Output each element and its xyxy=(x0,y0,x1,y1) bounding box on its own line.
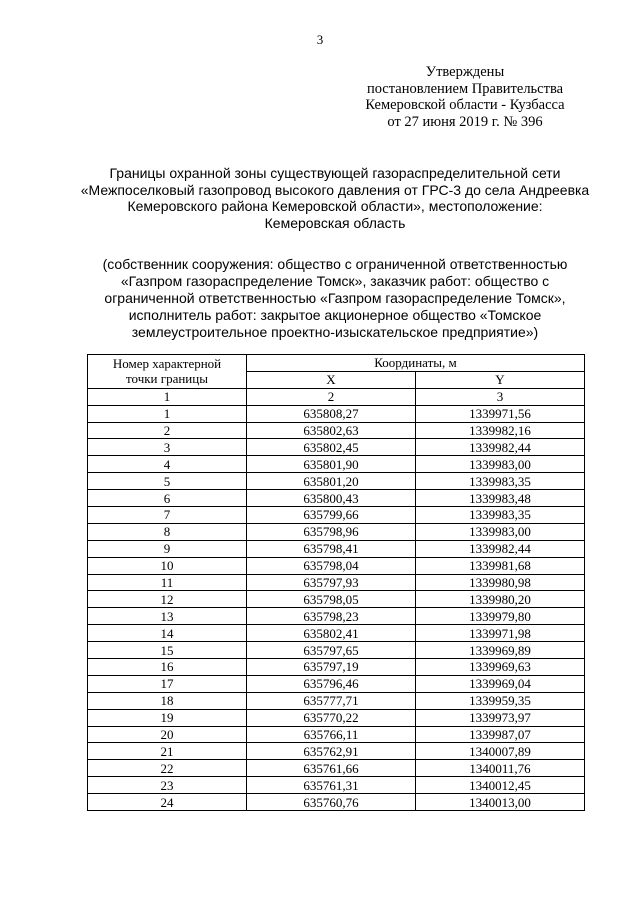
header-point-line: точки границы xyxy=(126,371,208,387)
y-coordinate-cell: 1339983,00 xyxy=(416,456,585,473)
x-coordinate-cell: 635801,90 xyxy=(247,456,416,473)
y-coordinate-cell: 1339980,20 xyxy=(416,591,585,608)
approval-line: постановлением Правительства xyxy=(366,80,564,97)
y-coordinate-cell: 1339982,44 xyxy=(416,540,585,557)
y-coordinate-cell: 1339983,35 xyxy=(416,507,585,524)
subtitle-line: «Газпром газораспределение Томск», заказчик работ: общество с xyxy=(120,273,550,289)
title-line: Кемеровского района Кемеровской области», местоположение: xyxy=(127,198,543,214)
approval-line: Кемеровской области - Кузбасса xyxy=(365,97,565,113)
x-coordinate-cell: 635796,46 xyxy=(247,675,416,692)
subtitle-line: (собственник сооружения: общество с ограниченной ответственностью xyxy=(102,256,568,272)
point-number-cell: 6 xyxy=(88,490,247,507)
point-number-cell: 11 xyxy=(88,574,247,591)
x-coordinate-cell: 635808,27 xyxy=(247,405,416,422)
subtitle-line: землеустроительное проектно-изыскательское предприятие») xyxy=(131,324,539,340)
subtitle-line: исполнитель работ: закрытое акционерное общество «Томское xyxy=(128,307,542,323)
x-coordinate-cell: 635797,65 xyxy=(247,642,416,659)
table-row xyxy=(88,659,585,676)
point-number-cell: 2 xyxy=(88,422,247,439)
y-coordinate-cell: 1339987,07 xyxy=(416,726,585,743)
table-row xyxy=(88,625,585,642)
y-coordinate-cell: 1339982,16 xyxy=(416,422,585,439)
y-coordinate-cell: 1339969,04 xyxy=(416,675,585,692)
title-line: «Межпоселковый газопровод высокого давления от ГРС-3 до села Андреевка xyxy=(80,181,590,198)
point-number-cell: 15 xyxy=(88,642,247,659)
x-coordinate-cell: 635800,43 xyxy=(247,490,416,507)
point-number-cell: 22 xyxy=(88,760,247,777)
table-row xyxy=(88,523,585,540)
header-y: Y xyxy=(416,371,585,388)
point-number-cell: 24 xyxy=(88,794,247,811)
header-x: X xyxy=(247,371,416,388)
table-row xyxy=(88,540,585,557)
table-row xyxy=(88,405,585,422)
point-number-cell: 16 xyxy=(88,659,247,676)
table-row xyxy=(88,574,585,591)
document-subtitle xyxy=(60,256,610,341)
index-cell: 3 xyxy=(416,388,585,405)
x-coordinate-cell: 635802,63 xyxy=(247,422,416,439)
x-coordinate-cell: 635797,19 xyxy=(247,659,416,676)
table-row xyxy=(88,608,585,625)
page-number: 3 xyxy=(316,32,324,47)
y-coordinate-cell: 1340012,45 xyxy=(416,777,585,794)
table-row xyxy=(88,794,585,811)
y-coordinate-cell: 1339981,68 xyxy=(416,557,585,574)
x-coordinate-cell: 635798,04 xyxy=(247,557,416,574)
table-row xyxy=(88,557,585,574)
x-coordinate-cell: 635762,91 xyxy=(247,743,416,760)
table-row xyxy=(88,692,585,709)
x-coordinate-cell: 635801,20 xyxy=(247,473,416,490)
point-number-cell: 1 xyxy=(88,405,247,422)
y-coordinate-cell: 1340011,76 xyxy=(416,760,585,777)
table-row xyxy=(88,490,585,507)
y-coordinate-cell: 1339969,63 xyxy=(416,659,585,676)
table-row xyxy=(88,743,585,760)
y-coordinate-cell: 1339969,89 xyxy=(416,642,585,659)
table-row xyxy=(88,422,585,439)
y-coordinate-cell: 1340007,89 xyxy=(416,743,585,760)
coordinates-table xyxy=(87,354,585,811)
y-coordinate-cell: 1339959,35 xyxy=(416,692,585,709)
point-number-cell: 5 xyxy=(88,473,247,490)
table-row xyxy=(88,473,585,490)
y-coordinate-cell: 1339971,98 xyxy=(416,625,585,642)
x-coordinate-cell: 635798,96 xyxy=(247,523,416,540)
document-title xyxy=(60,165,610,231)
table-index-row xyxy=(88,388,585,405)
coordinates-body xyxy=(88,405,585,810)
point-number-cell: 9 xyxy=(88,540,247,557)
header-point-line: Номер характерной xyxy=(112,356,222,372)
point-number-cell: 3 xyxy=(88,439,247,456)
point-number-cell: 17 xyxy=(88,675,247,692)
approval-line: от 27 июня 2019 г. № 396 xyxy=(387,113,543,130)
subtitle-line: ограниченной ответственностью «Газпром газораспределение Томск», xyxy=(104,290,566,306)
table-row xyxy=(88,726,585,743)
point-number-cell: 18 xyxy=(88,692,247,709)
y-coordinate-cell: 1339979,80 xyxy=(416,608,585,625)
point-number-cell: 23 xyxy=(88,777,247,794)
x-coordinate-cell: 635760,76 xyxy=(247,794,416,811)
table-row xyxy=(88,760,585,777)
point-number-cell: 10 xyxy=(88,557,247,574)
table-row xyxy=(88,709,585,726)
x-coordinate-cell: 635802,45 xyxy=(247,439,416,456)
table-header-row xyxy=(88,355,585,372)
x-coordinate-cell: 635766,11 xyxy=(247,726,416,743)
y-coordinate-cell: 1340013,00 xyxy=(416,794,585,811)
point-number-cell: 7 xyxy=(88,507,247,524)
x-coordinate-cell: 635777,71 xyxy=(247,692,416,709)
y-coordinate-cell: 1339982,44 xyxy=(416,439,585,456)
point-number-cell: 13 xyxy=(88,608,247,625)
table-row xyxy=(88,439,585,456)
approval-line: Утверждены xyxy=(425,64,505,80)
point-number-cell: 19 xyxy=(88,709,247,726)
title-line: Кемеровская область xyxy=(264,214,406,231)
x-coordinate-cell: 635770,22 xyxy=(247,709,416,726)
table-row xyxy=(88,456,585,473)
x-coordinate-cell: 635761,66 xyxy=(247,760,416,777)
y-coordinate-cell: 1339983,35 xyxy=(416,473,585,490)
point-number-cell: 20 xyxy=(88,726,247,743)
x-coordinate-cell: 635761,31 xyxy=(247,777,416,794)
table-row xyxy=(88,777,585,794)
y-coordinate-cell: 1339973,97 xyxy=(416,709,585,726)
x-coordinate-cell: 635798,05 xyxy=(247,591,416,608)
x-coordinate-cell: 635798,41 xyxy=(247,540,416,557)
point-number-cell: 14 xyxy=(88,625,247,642)
y-coordinate-cell: 1339983,48 xyxy=(416,490,585,507)
table-row xyxy=(88,591,585,608)
index-cell: 1 xyxy=(88,388,247,405)
index-cell: 2 xyxy=(247,388,416,405)
x-coordinate-cell: 635799,66 xyxy=(247,507,416,524)
x-coordinate-cell: 635797,93 xyxy=(247,574,416,591)
y-coordinate-cell: 1339983,00 xyxy=(416,523,585,540)
title-line: Границы охранной зоны существующей газораспределительной сети xyxy=(109,165,561,181)
table-row xyxy=(88,642,585,659)
point-number-cell: 12 xyxy=(88,591,247,608)
table-row xyxy=(88,675,585,692)
x-coordinate-cell: 635802,41 xyxy=(247,625,416,642)
point-number-cell: 8 xyxy=(88,523,247,540)
point-number-cell: 21 xyxy=(88,743,247,760)
table-row xyxy=(88,507,585,524)
approval-block xyxy=(340,64,590,130)
y-coordinate-cell: 1339980,98 xyxy=(416,574,585,591)
y-coordinate-cell: 1339971,56 xyxy=(416,405,585,422)
header-coordinates: Координаты, м xyxy=(247,355,585,372)
x-coordinate-cell: 635798,23 xyxy=(247,608,416,625)
point-number-cell: 4 xyxy=(88,456,247,473)
header-point-number xyxy=(88,355,247,389)
